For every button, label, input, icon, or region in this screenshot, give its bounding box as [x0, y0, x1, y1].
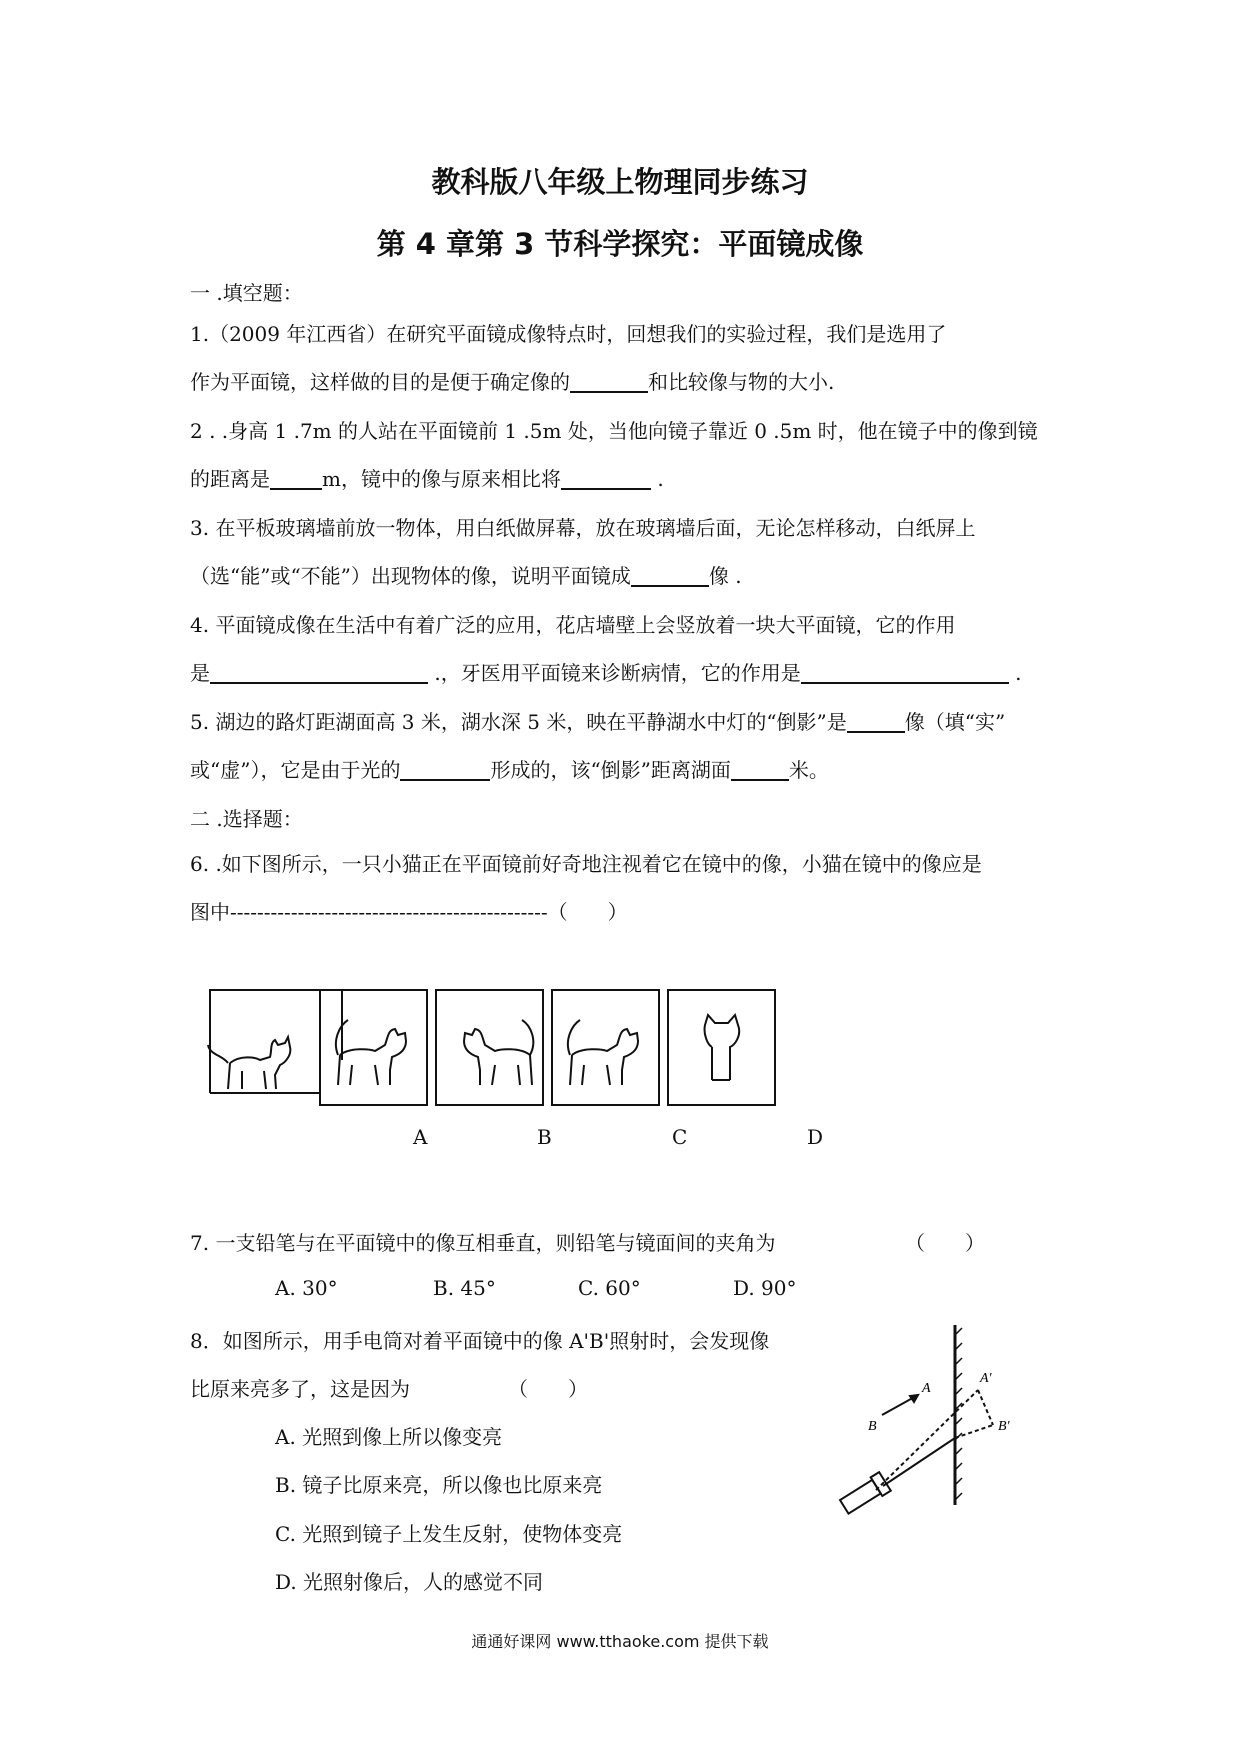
cat-option-a-drawing — [336, 1020, 406, 1085]
question-2-text-a: 的距离是 — [190, 467, 270, 491]
question-3-text-a: （选“能”或“不能”）出现物体的像，说明平面镜成 — [190, 564, 631, 588]
question-2-line-2 — [190, 463, 664, 492]
footer-source: 通通好课网 www.tthaoke.com 提供下载 — [471, 1632, 769, 1651]
question-7-option-c[interactable]: C. 60° — [578, 1276, 641, 1300]
question-8-line-1: 8．如图所示，用手电筒对着平面镜中的像 A'B'照射时，会发现像 — [190, 1329, 770, 1353]
cat-option-c-drawing — [568, 1020, 638, 1085]
answer-blank[interactable] — [631, 565, 709, 587]
question-7-option-b[interactable]: B. 45° — [433, 1276, 496, 1300]
question-5-text-e: 米。 — [788, 758, 829, 782]
option-a-label: A — [413, 1125, 428, 1149]
question-4-line-2 — [190, 657, 1021, 686]
question-5-text-b: 像（填“实” — [904, 710, 1006, 734]
option-d-label: D — [807, 1125, 824, 1149]
question-3-line-1: 3. 在平板玻璃墙前放一物体，用白纸做屏幕，放在玻璃墙后面，无论怎样移动，白纸屏上 — [190, 516, 976, 540]
question-1-text-b: 和比较像与物的大小. — [648, 370, 835, 394]
question-8-line-2: 比原来亮多了，这是因为 — [190, 1377, 410, 1401]
answer-blank[interactable] — [847, 711, 905, 733]
question-4-text-a: 是 — [190, 661, 210, 685]
cat-option-d-drawing — [705, 1015, 740, 1080]
question-4-text-c: . — [1008, 661, 1022, 685]
option-c-label: C — [672, 1125, 688, 1149]
question-4-text-b: .，牙医用平面镜来诊断病情，它的作用是 — [428, 661, 801, 685]
page-subtitle: 第 4 章第 3 节科学探究：平面镜成像 — [376, 227, 864, 261]
question-5-text-c: 或“虚”），它是由于光的 — [190, 758, 401, 782]
label-b-prime: B' — [998, 1419, 1010, 1434]
question-8-option-b[interactable]: B. 镜子比原来亮，所以像也比原来亮 — [275, 1473, 603, 1497]
question-2-text-b: m，镜中的像与原来相比将 — [322, 467, 561, 491]
option-d-frame — [668, 990, 775, 1105]
flashlight-mirror-figure — [828, 1320, 1028, 1520]
section-heading-fill-in: 一 .填空题： — [190, 281, 303, 305]
question-5-text-d: 形成的，该“倒影”距离湖面 — [490, 758, 731, 782]
cat-option-b-drawing — [464, 1020, 533, 1085]
question-3-line-2 — [190, 560, 742, 589]
question-5-text-a: 5. 湖边的路灯距湖面高 3 米，湖水深 5 米，映在平静湖水中灯的“倒影”是 — [190, 710, 847, 734]
cat-mirror-figure — [200, 985, 900, 1125]
label-a: A — [922, 1381, 931, 1396]
flashlight-icon — [838, 1472, 890, 1516]
section-heading-choice: 二 .选择题： — [190, 807, 303, 831]
question-1-line-2 — [190, 366, 834, 395]
question-2-line-1: 2 . .身高 1 .7m 的人站在平面镜前 1 .5m 处，当他向镜子靠近 0 .5m 时，他在镜子中的像到镜 — [190, 419, 1038, 443]
question-8-answer-paren: （ ） — [508, 1377, 588, 1401]
page-title: 教科版八年级上物理同步练习 — [431, 165, 809, 199]
option-b-label: B — [537, 1125, 552, 1149]
label-b: B — [868, 1419, 877, 1434]
answer-blank[interactable] — [400, 759, 490, 781]
answer-blank[interactable] — [731, 759, 789, 781]
image-arrow — [978, 1390, 993, 1425]
answer-blank[interactable] — [561, 468, 651, 490]
question-7-option-d[interactable]: D. 90° — [733, 1276, 797, 1300]
question-5-line-1 — [190, 706, 1005, 735]
question-8-option-c[interactable]: C. 光照到镜子上发生反射，使物体变亮 — [275, 1522, 623, 1546]
question-1-text-a: 作为平面镜，这样做的目的是便于确定像的 — [190, 370, 570, 394]
label-a-prime: A' — [980, 1371, 992, 1386]
light-ray — [876, 1390, 978, 1490]
question-7-option-a[interactable]: A. 30° — [275, 1276, 338, 1300]
answer-blank[interactable] — [210, 662, 428, 684]
question-2-text-c: . — [650, 467, 664, 491]
cat-original-drawing — [208, 1037, 290, 1089]
answer-blank[interactable] — [270, 468, 322, 490]
question-6-line-1: 6. .如下图所示，一只小猫正在平面镜前好奇地注视着它在镜中的像，小猫在镜中的像应是 — [190, 852, 982, 876]
question-3-text-b: 像 . — [708, 564, 742, 588]
question-5-line-2 — [190, 754, 829, 783]
question-7-answer-paren: （ ） — [905, 1231, 985, 1255]
answer-blank[interactable] — [570, 371, 648, 393]
question-4-line-1: 4. 平面镜成像在生活中有着广泛的应用，花店墙壁上会竖放着一块大平面镜，它的作用 — [190, 613, 956, 637]
question-8-option-a[interactable]: A. 光照到像上所以像变亮 — [275, 1425, 503, 1449]
question-1-line-1: 1.（2009 年江西省）在研究平面镜成像特点时，回想我们的实验过程，我们是选用了 — [190, 322, 947, 346]
question-8-option-d[interactable]: D. 光照射像后，人的感觉不同 — [275, 1570, 544, 1594]
question-7-line: 7. 一支铅笔与在平面镜中的像互相垂直，则铅笔与镜面间的夹角为 — [190, 1231, 776, 1255]
question-6-line-2: 图中-----------------------------------------------（ ） — [190, 900, 628, 924]
answer-blank[interactable] — [801, 662, 1009, 684]
